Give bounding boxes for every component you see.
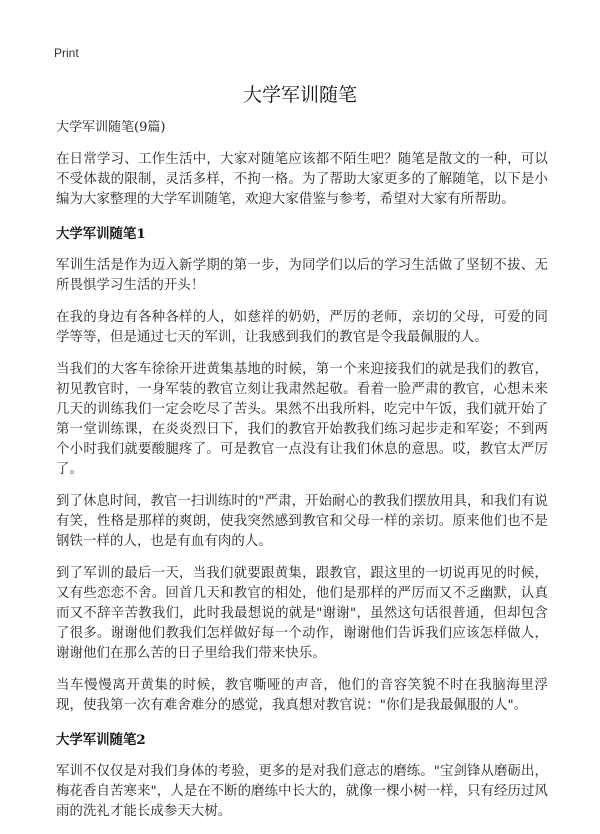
paragraph: 在我的身边有各种各样的人，如慈祥的奶奶，严厉的老师，亲切的父母，可爱的同学等等，但是通过七天的军训，让我感到我们的教官是令我最佩服的人。: [56, 310, 548, 345]
section-heading-2: 大学军训随笔2: [56, 732, 146, 748]
paragraph: 当我们的大客车徐徐开进黄集基地的时候，第一个来迎接我们的就是我们的教官，初见教官时，一身军装的教官立刻让我肃然起敬。看着一脸严肃的教官，心想未来几天的训练我们一定会吃尽了苦头。果然不出我所料，吃完中午饭，我们就开始了第一堂训练课，在炎炎烈日下，我们的教官开始教我们练习起步走和军姿；不到两个小时我们就要酸腿疼了。可是教官一点没有让我们休息的意思。哎，教官太严厉了。: [56, 362, 548, 477]
section-heading-1: 大学军训随笔1: [56, 226, 146, 242]
paragraph: 到了军训的最后一天，当我们就要跟黄集，跟教官，跟这里的一切说再见的时候，又有些恋恋不舍。回首几天和教官的相处，他们是那样的严厉而又不乏幽默，认真而又不辞辛苦教我们，此时我最想说的就是"谢谢"，虽然这句话很普通，但却包含了很多。谢谢他们教我们怎样做好每一个动作，谢谢他们告诉我们应该怎样做人，谢谢他们在那么苦的日子里给我们带来快乐。: [56, 566, 548, 661]
article-body: [56, 118, 548, 834]
paragraph: 军训生活是作为迈入新学期的第一步，为同学们以后的学习生活做了坚韧不拔、无所畏惧学习生活的开头！: [56, 258, 548, 293]
page-title: 大学军训随笔: [242, 84, 357, 106]
article-subtitle: 大学军训随笔(9篇): [56, 120, 166, 135]
paragraph: 军训不仅仅是对我们身体的考验，更多的是对我们意志的磨练。"宝剑锋从磨砺出，梅花香自苦寒来"，人是在不断的磨练中长大的，就像一棵小树一样，只有经历过风雨的洗礼才能长成参天大树。: [56, 764, 548, 819]
print-link[interactable]: Print: [54, 46, 79, 60]
intro-paragraph: 在日常学习、工作生活中，大家对随笔应该都不陌生吧？随笔是散文的一种，可以不受体裁的限制，灵活多样，不拘一格。为了帮助大家更多的了解随笔，以下是小编为大家整理的大学军训随笔，欢迎大家借鉴与参考，希望对大家有所帮助。: [56, 152, 548, 207]
paragraph: 到了休息时间，教官一扫训练时的"严肃，开始耐心的教我们摆放用具，和我们有说有笑，性格是那样的爽朗，使我突然感到教官和父母一样的亲切。原来他们也不是钢铁一样的人，也是有血有肉的人。: [56, 494, 548, 549]
paragraph: 当车慢慢离开黄集的时候，教官嘶哑的声音，他们的音容笑貌不时在我脑海里浮现，使我第一次有难舍难分的感觉，我真想对教官说："你们是我最佩服的人"。: [56, 678, 548, 713]
